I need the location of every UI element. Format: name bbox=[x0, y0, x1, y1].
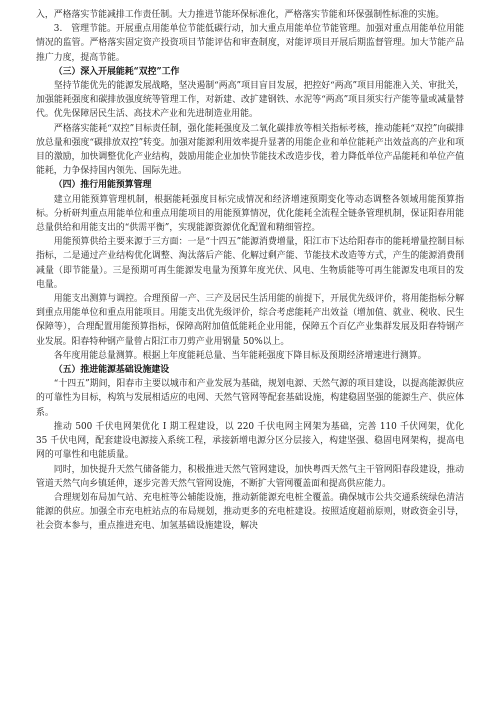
paragraph: 严格落实能耗“双控”目标责任制，强化能耗强度及二氧化碳排放等相关指标考核，推动能耗“双控”向碳排放总量和强度“碳排放双控”转变。加强对能源利用效率提升显著的用能企业和单位能耗产出效益高的产业和项目的激励，加快调整优化产业结构，鼓励用能企业加快节能技术改造步伐，着力降低单位产品能耗和单位产值能耗，力争保持国内领先、国际先进。 bbox=[36, 123, 464, 177]
block-0: 入，严格落实节能减排工作责任制。大力推进节能环保标准化，严格落实节能和环保强制性标准的实施。 bbox=[36, 10, 445, 20]
paragraph: 建立用能预算管理机制，根据能耗强度目标完成情况和经济增速预期变化等动态调整各领域用能预算指标。分析研判重点用能单位和重点用能项目的用能预算情况，优化能耗全流程全链条管理机制，保证阳春用能总量供给和用能支出的“供需平衡”，实现能源资源优化配置和精细管控。 bbox=[36, 194, 464, 234]
paragraph: 用能支出测算与调控。合理预留一产、三产及居民生活用能的前提下，开展优先级评价，将用能指标分解到重点用能单位和重点用能项目。用能支出优先级评价，综合考虑能耗产出效益（增加值、就业、税收、民生保障等），合理配置用能预算指标，保障高附加值低能耗企业用能，保障五个百亿产业集群发展及阳春特钢产业发展。阳春特种钢产量曾占阳江市刀剪产业用钢量 50%以上。 bbox=[36, 294, 464, 347]
paragraph: 用能预算供给主要来源于三方面：一是“十四五”能源消费增量，阳江市下达给阳春市的能耗增量控制目标指标，二是通过产业结构优化调整、淘汰落后产能、化解过剩产能、节能技术改造等方式，产生的能源消费削减量（即节能量）。三是预期可再生能源发电量为预算年度光伏、风电、生物质能等可再生能源发电项目的发电量。 bbox=[36, 237, 464, 290]
section-heading-4: （四）推行用能预算管理 bbox=[53, 180, 152, 191]
paragraph: 推动 500 千伏电网架优化 I 期工程建设，以 220 千伏电网主网架为基础，完善 110 千伏网架，优化 35 千伏电网，配套建设电源接入系统工程，承接新增电源分区分层接入，构建坚强、稳固电网架构，提高电网的可靠性和电能质量。 bbox=[36, 421, 464, 461]
paragraph: 合理规划布局加气站、充电桩等公辅能设施，推动新能源充电桩全覆盖。确保城市公共交通系统绿色清洁能源的供应。加强全市充电桩站点的布局规划，推动更多的充电桩建设。按照适度超前原则，财政资金引导，社会资本参与，重点推进充电、加氢基础设施建设，解决 bbox=[36, 492, 464, 532]
paragraph: 坚持节能优先的能源发展战略，坚决遏制“两高”项目盲目发展，把控好“两高”项目用能准入关、审批关，加强能耗强度和碳排放强度统等管理工作，对新建、改扩建钢铁、水泥等“两高”项目须实行产能等量或减量替代。优先保障居民生活、高技术产业和先进制造业用能。 bbox=[36, 81, 464, 120]
section-heading-5: （五）推进能源基础设施建设 bbox=[53, 365, 170, 376]
paragraph: 各年度用能总量测算。根据上年度能耗总量、当年能耗强度下降目标及预期经济增速进行测算。 bbox=[53, 350, 427, 361]
paragraph: “十四五”期间，阳春市主要以城市和产业发展为基础，规划电源、天然气源的项目建设，以提高能源供应的可靠性为目标，构筑与发展相适应的电网、天然气管网等配套基础设施，构建稳固坚强的能源生产、供应体系。 bbox=[36, 379, 464, 418]
paragraph: 同时，加快提升天然气储备能力，积极推进天然气管网建设，加快粤西天然气主干管网阳春段建设，推动管道天然气向乡镇延伸，逐步完善天然气管网设施，不断扩大管网覆盖面和提高供应能力。 bbox=[36, 464, 464, 489]
section-heading-3: （三）深入开展能耗“双控”工作 bbox=[53, 66, 180, 77]
paragraph-management-energy-saving: 3. 管理节能。开展重点用能单位节能低碳行动，加大重点用能单位节能管理。加强对重点用能单位用能情况的监管。严格落实固定资产投资项目节能评估和审查制度，对能评项目开展后期监督管理。加大节能产品推广力度，提高节能。 bbox=[36, 24, 464, 63]
